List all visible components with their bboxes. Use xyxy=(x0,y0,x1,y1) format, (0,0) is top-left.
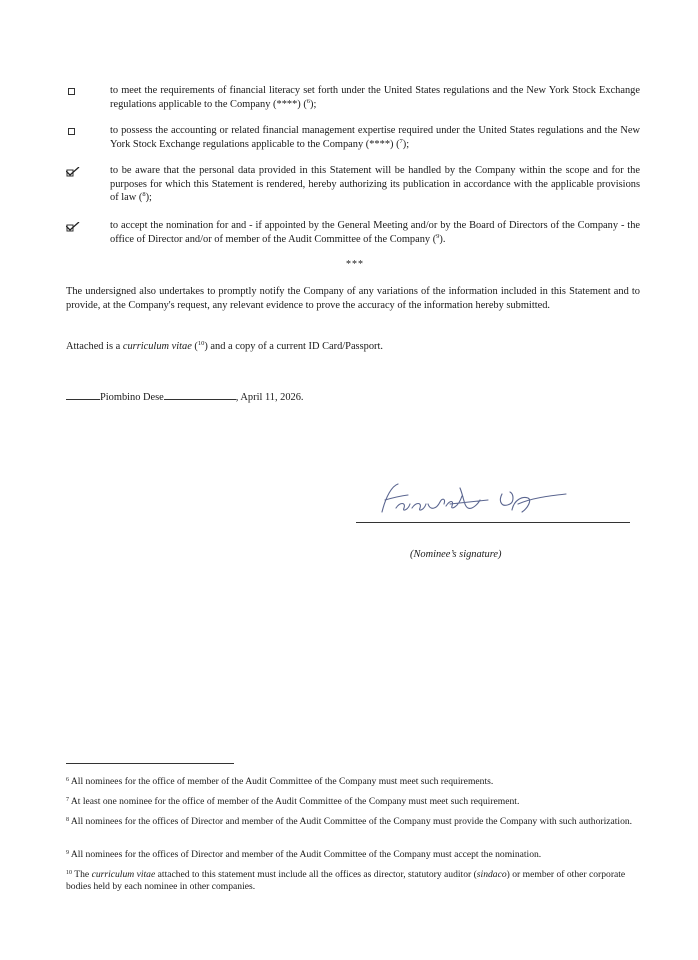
footnote: $^9$ All nominees for the offices of Director and member of the Audit Committee of the Company must accept the nomination. xyxy=(66,849,542,860)
place-text: Piombino Dese xyxy=(100,392,164,403)
place-date-line xyxy=(66,389,304,403)
unchecked-checkbox-icon[interactable] xyxy=(68,128,75,135)
signature-line xyxy=(356,522,630,523)
declaration-text: to accept the nomination for and - if appointed by the General Meeting and/or by the Board of Directors of the Company - the office of Director and/or of member of the Audit Committee of the Company ($^9$). xyxy=(110,220,640,245)
footnote: $^7$ At least one nominee for the office of member of the Audit Committee of the Company must meet such requirement. xyxy=(66,796,520,807)
blank-line xyxy=(164,389,236,400)
unchecked-checkbox-icon[interactable] xyxy=(68,88,75,95)
footnote: $^6$ All nominees for the office of member of the Audit Committee of the Company must meet such requirements. xyxy=(66,776,494,787)
declaration-text: to possess the accounting or related financial management expertise required under the United States regulations and the New York Stock Exchange regulations applicable to the Company (****) ($^7$); xyxy=(110,125,640,150)
checked-checkbox-icon[interactable] xyxy=(66,222,74,230)
declaration-text: to meet the requirements of financial literacy set forth under the United States regulations and the New York Stock Exchange regulations applicable to the Company (****) ($^6$); xyxy=(110,85,640,110)
undertaking-paragraph: The undersigned also undertakes to promptly notify the Company of any variations of the information included in this Statement and to provide, at the Company's request, any relevant evidence to prove the accuracy of the information hereby submitted. xyxy=(66,286,640,311)
footnote-rule xyxy=(66,763,234,764)
section-separator: *** xyxy=(346,259,364,270)
declaration-text: to be aware that the personal data provided in this Statement will be handled by the Company within the scope and for the purposes for which this Statement is rendered, hereby authorizing its publication in accordance with the applicable provisions of law ($^8$); xyxy=(110,165,640,204)
signature-caption: (Nominee’s signature) xyxy=(410,549,502,560)
footnote: $^8$ All nominees for the offices of Director and member of the Audit Committee of the Company must provide the Company with such authorization. xyxy=(66,816,633,827)
date-text: , April 11, 2026. xyxy=(235,392,304,403)
handwritten-signature xyxy=(352,474,628,526)
attachment-paragraph: Attached is a curriculum vitae ($^{10}$) and a copy of a current ID Card/Passport. xyxy=(66,340,383,352)
checked-checkbox-icon[interactable] xyxy=(66,167,74,175)
blank-line xyxy=(66,389,100,400)
footnote: $^{10}$ The curriculum vitae attached to this statement must include all the offices as director, statutory auditor (sindaco) or member of other corporate bodies held by each nominee in other companies. xyxy=(66,869,626,892)
